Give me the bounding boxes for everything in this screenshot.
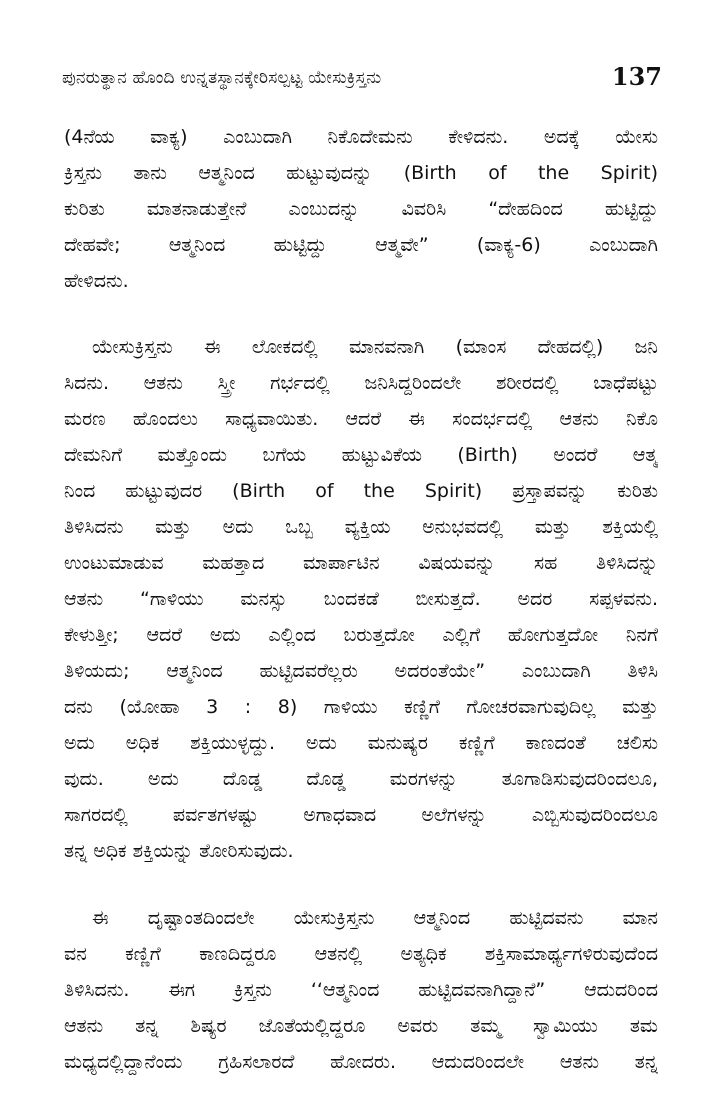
text-line: ವುದು. ಅದು ದೊಡ್ಡ ದೊಡ್ಡ ಮರಗಳನ್ನು ತೂಗಾಡಿಸುವುದರಿಂದಲೂ,	[64, 768, 658, 790]
text-line: ಮರಣ ಹೊಂದಲು ಸಾಧ್ಯವಾಯಿತು. ಆದರೆ ಈ ಸಂದರ್ಭದಲ್ಲಿ ಆತನು ನಿಕೊ	[64, 408, 658, 430]
page-header	[62, 62, 662, 96]
text-line: ಹೇಳಿದನು.	[64, 270, 129, 292]
text-line: ದೇಮನಿಗೆ ಮತ್ತೊಂದು ಬಗೆಯ ಹುಟ್ಟುವಿಕೆಯ (Birth) ಅಂದರೆ ಆತ್ಮ	[64, 444, 658, 466]
text-line: ದನು (ಯೋಹಾ 3 : 8) ಗಾಳಿಯು ಕಣ್ಣಿಗೆ ಗೋಚರವಾಗುವುದಿಲ್ಲ ಮತ್ತು	[64, 696, 658, 718]
text-line: ತಿಳಿಯದು; ಆತ್ಮನಿಂದ ಹುಟ್ಟಿದವರೆಲ್ಲರು ಅದರಂತೆಯೇ” ಎಂಬುದಾಗಿ ತಿಳಿಸಿ	[64, 660, 658, 682]
text-line: ದೇಹವೇ; ಆತ್ಮನಿಂದ ಹುಟ್ಟಿದ್ದು ಆತ್ಮವೇ” (ವಾಕ್ಯ-6) ಎಂಬುದಾಗಿ	[64, 234, 658, 256]
text-line: ತನ್ನ ಅಧಿಕ ಶಕ್ತಿಯನ್ನು ತೋರಿಸುವುದು.	[64, 840, 294, 862]
text-line: ತಿಳಿಸಿದನು ಮತ್ತು ಅದು ಒಬ್ಬ ವ್ಯಕ್ತಿಯ ಅನುಭವದಲ್ಲಿ ಮತ್ತು ಶಕ್ತಿಯಲ್ಲಿ	[64, 516, 658, 538]
text-line: ಈ ದೃಷ್ಟಾಂತದಿಂದಲೇ ಯೇಸುಕ್ರಿಸ್ತನು ಆತ್ಮನಿಂದ ಹುಟ್ಟಿದವನು ಮಾನ	[92, 907, 658, 929]
text-line: ವನ ಕಣ್ಣಿಗೆ ಕಾಣದಿದ್ದರೂ ಆತನಲ್ಲಿ ಅತ್ಯಧಿಕ ಶಕ್ತಿಸಾಮಾರ್ಥ್ಯಗಳಿರುವುದೆಂದ	[64, 943, 658, 965]
text-line: ಆತನು “ಗಾಳಿಯು ಮನಸ್ಸು ಬಂದಕಡೆ ಬೀಸುತ್ತದೆ. ಅದರ ಸಪ್ಪಳವನು.	[64, 588, 658, 610]
text-line: ಸಿದನು. ಆತನು ಸ್ತ್ರೀ ಗರ್ಭದಲ್ಲಿ ಜನಿಸಿದ್ದರಿಂದಲೇ ಶರೀರದಲ್ಲಿ ಬಾಧೆಪಟ್ಟು	[64, 372, 658, 394]
text-line: ಅದು ಅಧಿಕ ಶಕ್ತಿಯುಳ್ಳದ್ದು. ಅದು ಮನುಷ್ಯರ ಕಣ್ಣಿಗೆ ಕಾಣದಂತೆ ಚಲಿಸು	[64, 732, 658, 754]
page-number: 137	[611, 62, 662, 91]
text-line: ಆತನು ತನ್ನ ಶಿಷ್ಯರ ಜೊತೆಯಲ್ಲಿದ್ದರೂ ಅವರು ತಮ್ಮ ಸ್ವಾಮಿಯು ತಮ	[64, 1015, 658, 1037]
text-line: ಕ್ರಿಸ್ತನು ತಾನು ಆತ್ಮನಿಂದ ಹುಟ್ಟುವುದನ್ನು (Birth of the Spirit)	[64, 162, 658, 184]
text-line: ತಿಳಿಸಿದನು. ಈಗ ಕ್ರಿಸ್ತನು ‘‘ಆತ್ಮನಿಂದ ಹುಟ್ಟಿದವನಾಗಿದ್ದಾನೆ” ಆದುದರಿಂದ	[64, 979, 658, 1001]
text-line: ಉಂಟುಮಾಡುವ ಮಹತ್ತಾದ ಮಾರ್ಪಾಟಿನ ವಿಷಯವನ್ನು ಸಹ ತಿಳಿಸಿದನ್ನು	[64, 552, 658, 574]
text-line: (4ನೆಯ ವಾಕ್ಯ) ಎಂಬುದಾಗಿ ನಿಕೊದೇಮನು ಕೇಳಿದನು. ಅದಕ್ಕೆ ಯೇಸು	[64, 126, 658, 148]
text-line: ಸಾಗರದಲ್ಲಿ ಪರ್ವತಗಳಷ್ಟು ಅಗಾಧವಾದ ಅಲೆಗಳನ್ನು ಎಬ್ಬಿಸುವುದರಿಂದಲೂ	[64, 804, 658, 826]
text-line: ಮಧ್ಯದಲ್ಲಿದ್ದಾನೆಂದು ಗ್ರಹಿಸಲಾರದೆ ಹೋದರು. ಆದುದರಿಂದಲೇ ಆತನು ತನ್ನ	[64, 1051, 658, 1073]
text-line: ನಿಂದ ಹುಟ್ಟುವುದರ (Birth of the Spirit) ಪ್ರಸ್ತಾಪವನ್ನು ಕುರಿತು	[64, 480, 658, 502]
running-head-title: ಪುನರುತ್ಥಾನ ಹೊಂದಿ ಉನ್ನತಸ್ಥಾನಕ್ಕೇರಿಸಲ್ಪಟ್ಟ ಯೇಸುಕ್ರಿಸ್ತನು	[62, 68, 382, 88]
text-line: ಕುರಿತು ಮಾತನಾಡುತ್ತೇನೆ ಎಂಬುದನ್ನು ವಿವರಿಸಿ “ದೇಹದಿಂದ ಹುಟ್ಟಿದ್ದು	[64, 198, 658, 220]
text-line: ಕೇಳುತ್ತೀ; ಆದರೆ ಅದು ಎಲ್ಲಿಂದ ಬರುತ್ತದೋ ಎಲ್ಲಿಗೆ ಹೋಗುತ್ತದೋ ನಿನಗೆ	[64, 624, 658, 646]
text-line: ಯೇಸುಕ್ರಿಸ್ತನು ಈ ಲೋಕದಲ್ಲಿ ಮಾನವನಾಗಿ (ಮಾಂಸ ದೇಹದಲ್ಲಿ) ಜನಿ	[92, 336, 658, 358]
